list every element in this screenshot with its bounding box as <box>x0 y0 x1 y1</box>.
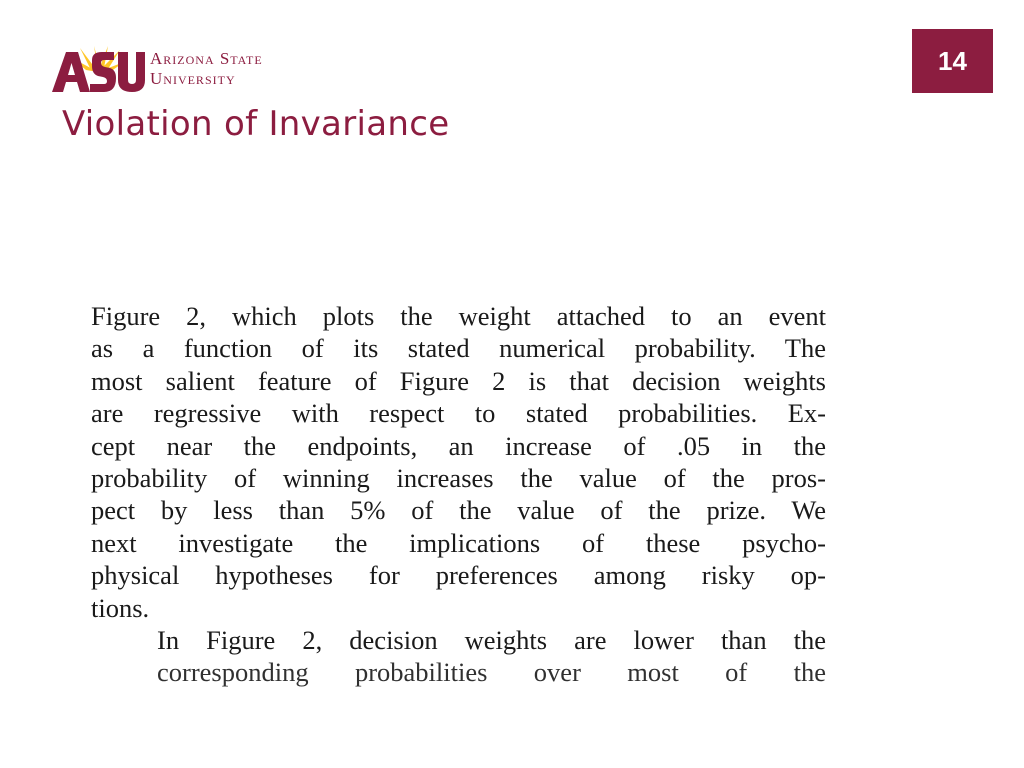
scanned-text-excerpt <box>91 300 826 688</box>
text-line: tions. <box>91 592 150 623</box>
text-line: physical hypotheses for preferences among risky op- <box>91 560 826 591</box>
text-line: most salient feature of Figure 2 is that decision weights <box>91 365 826 396</box>
text-line: cept near the endpoints, an increase of .05 in the <box>91 430 826 461</box>
asu-logo <box>50 46 320 96</box>
logo-line-2: University <box>150 69 236 88</box>
text-line: as a function of its stated numerical probability. The <box>91 333 826 364</box>
slide-number-badge: 14 <box>912 29 993 93</box>
text-line: Figure 2, which plots the weight attached to an event <box>91 301 826 331</box>
asu-sunburst-logo-icon <box>50 46 146 94</box>
text-line: next investigate the implications of these psycho- <box>91 527 826 558</box>
text-line: pect by less than 5% of the value of the prize. We <box>91 495 826 526</box>
slide-title: Violation of Invariance <box>62 104 450 144</box>
logo-line-1: Arizona State <box>150 49 263 68</box>
text-line: In Figure 2, decision weights are lower than the <box>157 624 826 655</box>
text-line: are regressive with respect to stated probabilities. Ex- <box>91 398 826 429</box>
text-line-cut-off: corresponding probabilities over most of the <box>157 657 826 688</box>
asu-wordmark <box>150 49 263 89</box>
text-line: probability of winning increases the value of the pros- <box>91 462 826 493</box>
